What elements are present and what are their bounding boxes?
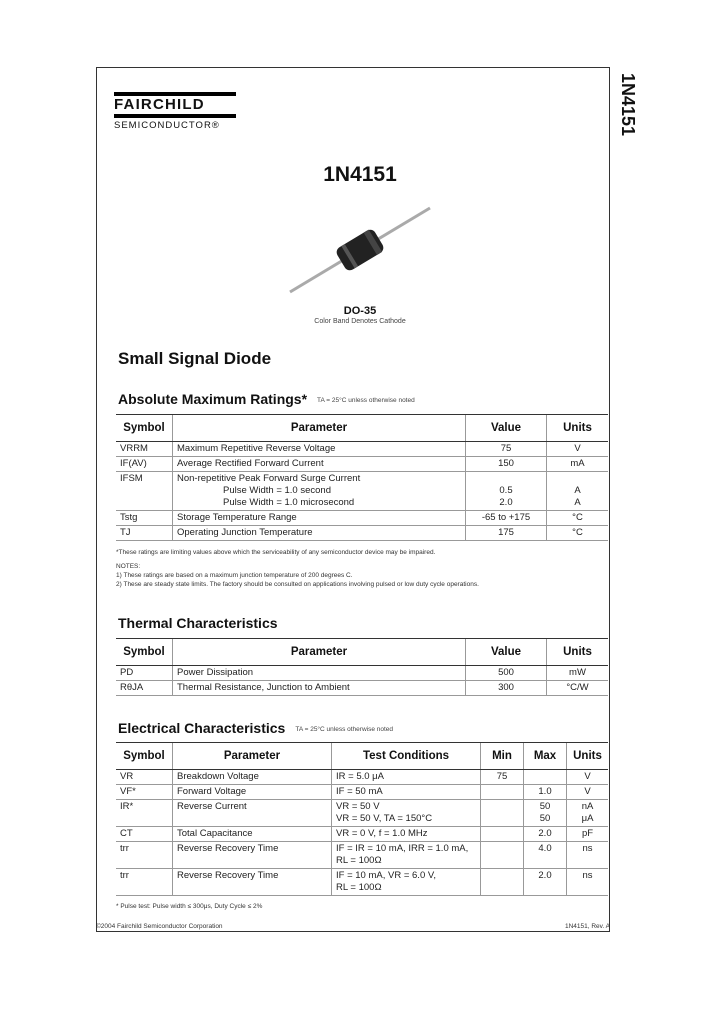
package-name: DO-35 [343,305,377,317]
package-note: Color Band Denotes Cathode [314,318,406,325]
electrical-title: Electrical Characteristics TA = 25°C unless otherwise noted [118,720,394,736]
fairchild-logo: FAIRCHILD SEMICONDUCTOR® [114,91,236,131]
thermal-title: Thermal Characteristics [118,615,278,631]
table-row: VF* Forward Voltage IF = 50 mA 1.0 V [116,785,608,800]
thermal-table: Symbol Parameter Value Units PD Power Dissipation 500 mW RθJA Thermal Resistance, Junction to Ambient 300 °C/W [116,638,608,696]
table-row: IFSM Non-repetitive Peak Forward Surge Current Pulse Width = 1.0 second Pulse Width = 1.0 microsecond 0.5 2.0 A A [116,472,608,511]
abs-max-title: Absolute Maximum Ratings* TA = 25°C unless otherwise noted [118,391,415,407]
device-heading: Small Signal Diode [118,349,272,368]
electrical-footnote: * Pulse test: Pulse width ≤ 300μs, Duty Cycle ≤ 2% [116,903,263,910]
diode-icon [280,200,440,300]
table-row: PD Power Dissipation 500 mW [116,666,608,681]
part-title: 1N4151 [323,163,397,186]
table-row: Tstg Storage Temperature Range -65 to +175 °C [116,511,608,526]
abs-notes: *These ratings are limiting values above which the serviceability of any semiconductor device may be impaired. NOTES: 1) These ratings are based on a maximum junction temperature of 200 degrees C. 2) These are steady state limits. The factory should be consulted on applications involving pulsed or low duty cycle operations. [116,549,479,588]
table-row: CT Total Capacitance VR = 0 V, f = 1.0 MHz 2.0 pF [116,827,608,842]
electrical-table: Symbol Parameter Test Conditions Min Max Units VR Breakdown Voltage IR = 5.0 μA 75 V VF* Forward Voltage IF = 50 mA 1.0 V IR* Reverse Current VR = 50 V VR = 50 V, TA = 150°C 50 50 nA μA CT Total Capacitance VR = 0 V, f = 1.0 MHz 2.0 pF trr Reverse Recovery Time IF = IR = 10 mA, IRR = 1.0 mA, RL = 100Ω 4.0 ns trr Reverse Recovery Time IF = 10 mA, VR = 6.0 V, RL = 100Ω 2.0 ns [116,742,608,896]
side-part-label: 1N4151 [618,72,639,137]
footer-rev: 1N4151, Rev. A [564,923,610,930]
table-row: RθJA Thermal Resistance, Junction to Ambient 300 °C/W [116,681,608,696]
table-row: VRRM Maximum Repetitive Reverse Voltage 75 V [116,442,608,457]
abs-max-table: Symbol Parameter Value Units VRRM Maximum Repetitive Reverse Voltage 75 V IF(AV) Average Rectified Forward Current 150 mA IFSM Non-repetitive Peak Forward Surge Current Pulse Width = 1.0 second Pulse Width = 1.0 microsecond 0.5 2.0 A A Tstg Storage Temperature Range -65 to +175 °C TJ Operating Junction Temperature 175 °C [116,414,608,541]
table-row: TJ Operating Junction Temperature 175 °C [116,526,608,541]
table-row: IF(AV) Average Rectified Forward Current 150 mA [116,457,608,472]
table-row: IR* Reverse Current VR = 50 V VR = 50 V, TA = 150°C 50 50 nA μA [116,800,608,827]
table-row: trr Reverse Recovery Time IF = 10 mA, VR = 6.0 V, RL = 100Ω 2.0 ns [116,869,608,896]
table-row: VR Breakdown Voltage IR = 5.0 μA 75 V [116,770,608,785]
table-row: trr Reverse Recovery Time IF = IR = 10 mA, IRR = 1.0 mA, RL = 100Ω 4.0 ns [116,842,608,869]
footer-copyright: ©2004 Fairchild Semiconductor Corporation [96,923,223,930]
